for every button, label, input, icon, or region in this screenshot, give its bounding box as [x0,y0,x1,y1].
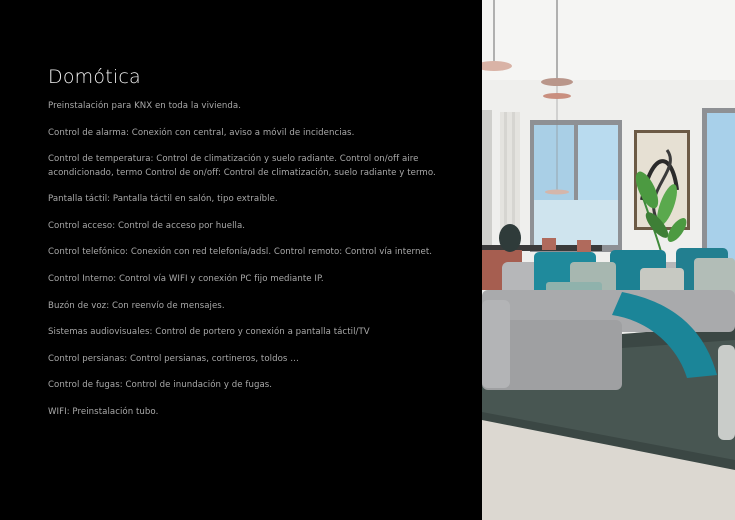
feature-item: Control de alarma: Conexión con central, aviso a móvil de incidencias. [48,127,355,138]
feature-item: Pantalla táctil: Pantalla táctil en salón, tipo extraíble. [48,194,278,205]
feature-item: Control de fugas: Control de inundación y de fugas. [48,380,273,391]
feature-item: Preinstalación para KNX en toda la vivienda. [48,101,242,111]
feature-item: Control acceso: Control de acceso por huella. [48,220,246,231]
section-title: Domótica [48,66,141,88]
feature-item: Control telefónico: Conexión con red telefonía/adsl. Control remoto: Control vía internet. [48,247,433,258]
feature-item: Control de temperatura: Control de climatización y suelo radiante. Control on/off aire acondicionado, termo Control de on/off: Control de climatización, suelo radiante y termo. [48,154,436,178]
feature-item: Control Interno: Control vía WIFI y conexión PC fijo mediante IP. [48,273,324,284]
feature-list [48,100,453,433]
feature-item: Control persianas: Control persianas, cortineros, toldos … [48,353,299,364]
living-room-photo [482,0,735,520]
feature-item: Sistemas audiovisuales: Control de portero y conexión a pantalla táctil/TV [48,327,370,338]
feature-item: WIFI: Preinstalación tubo. [48,406,159,417]
feature-item: Buzón de voz: Con reenvío de mensajes. [48,300,225,311]
